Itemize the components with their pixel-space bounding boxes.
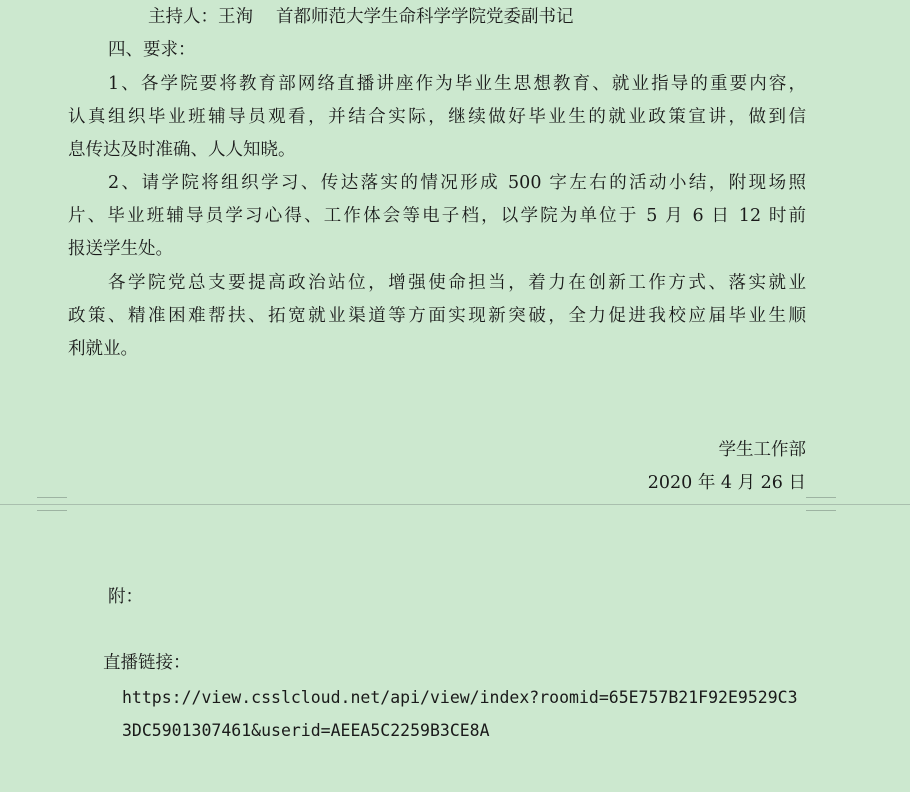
closing-line-1: 各学院党总支要提高政治站位，增强使命担当，着力在创新工作方式、落实就业 <box>108 273 806 293</box>
signature: 学生工作部 <box>718 440 806 460</box>
closing-line-3: 利就业。 <box>68 339 138 359</box>
page-break-divider <box>0 504 910 505</box>
stream-url-line-1[interactable]: https://view.csslcloud.net/api/view/index?roomid=65E757B21F92E9529C3 <box>122 688 798 707</box>
host-line: 主持人：王洵 首都师范大学生命科学学院党委副书记 <box>148 7 574 27</box>
stream-link-label: 直播链接： <box>103 653 191 673</box>
closing-line-2: 政策、精准困难帮扶、拓宽就业渠道等方面实现新突破，全力促进我校应届毕业生顺 <box>68 306 806 326</box>
stream-url-line-2[interactable]: 3DC5901307461&userid=AEEA5C2259B3CE8A <box>122 721 490 740</box>
page-corner-marker-right <box>806 497 836 511</box>
requirement-1-line-1: 1、各学院要将教育部网络直播讲座作为毕业生思想教育、就业指导的重要内容， <box>108 74 806 94</box>
requirement-2-line-1: 2、请学院将组织学习、传达落实的情况形成 500 字左右的活动小结，附现场照 <box>108 173 806 193</box>
appendix-label: 附： <box>108 587 143 607</box>
requirement-1-line-2: 认真组织毕业班辅导员观看，并结合实际，继续做好毕业生的就业政策宣讲，做到信 <box>68 107 806 127</box>
requirement-2-line-2: 片、毕业班辅导员学习心得、工作体会等电子档，以学院为单位于 5 月 6 日 12 时前 <box>68 206 806 226</box>
section-heading: 四、要求： <box>108 40 196 60</box>
requirement-2-line-3: 报送学生处。 <box>68 239 173 259</box>
requirement-1-line-3: 息传达及时准确、人人知晓。 <box>68 140 296 160</box>
signature-date: 2020 年 4 月 26 日 <box>647 473 806 493</box>
